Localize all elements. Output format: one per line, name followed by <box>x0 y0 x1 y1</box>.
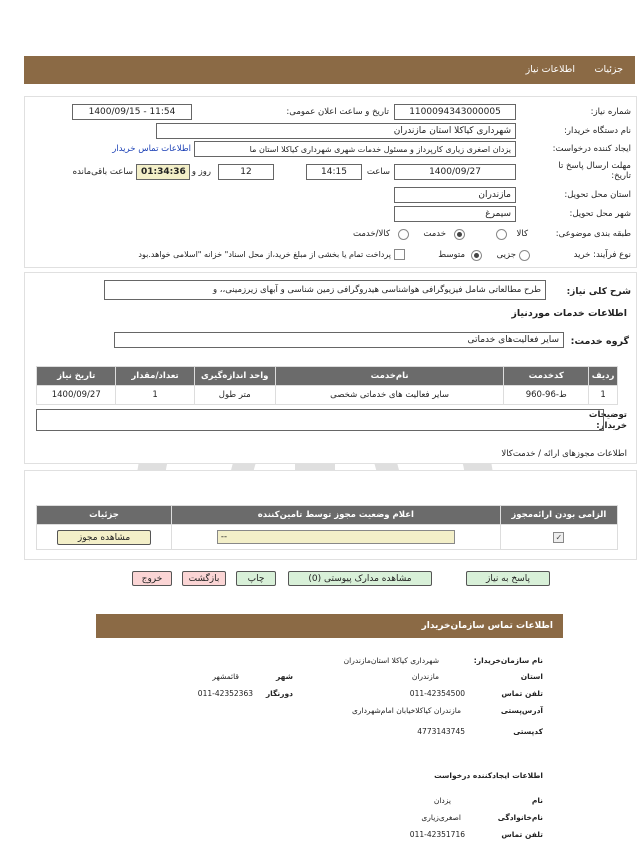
radio-service-label: خدمت <box>423 229 446 239</box>
contact-title: اطلاعات تماس سازمان‌خریدار <box>421 621 553 631</box>
need-info-panel <box>24 96 637 268</box>
col-service-code: کدخدمت <box>504 367 589 386</box>
permit-required-checkbox[interactable]: ✓ <box>553 532 564 543</box>
radio-goods-service[interactable] <box>398 229 409 240</box>
creator-field: یزدان اصغری زیاری کارپرداز و مسئول خدمات شهری شهرداری کیاکلا استان ما <box>194 141 516 157</box>
table-row <box>37 525 618 550</box>
phone-value: 011-42354500 <box>409 689 465 698</box>
cell-unit: متر طول <box>194 386 275 405</box>
summary-label: شرح کلی نیاز: <box>566 287 631 297</box>
province-field: مازندران <box>394 187 516 203</box>
buyer-org-label: نام دستگاه خریدار: <box>564 126 631 136</box>
city-value-contact: قائمشهر <box>212 672 239 681</box>
radio-service[interactable] <box>454 229 465 240</box>
buyer-contact-link[interactable]: اطلاعات تماس خریدار <box>112 144 191 154</box>
tab-details[interactable]: جزئیات <box>594 64 623 75</box>
buyer-notes-label: توضیحات خریدار: <box>588 410 627 431</box>
col-row: ردیف <box>589 367 618 386</box>
permits-table-header <box>37 506 618 525</box>
services-table-header <box>37 367 618 386</box>
postal-value: 4773143745 <box>417 727 465 736</box>
col-need-date: تاریخ نیاز <box>37 367 116 386</box>
buyer-org-field: شهرداری کیاکلا استان مازندران <box>156 123 516 139</box>
back-button[interactable]: بازگشت <box>182 571 226 586</box>
remaining-label: ساعت باقی‌مانده <box>72 167 133 177</box>
col-service-name: نام‌خدمت <box>275 367 504 386</box>
creator-phone-value: 011-42351716 <box>409 830 465 839</box>
name-value: یزدان <box>433 796 451 805</box>
announce-label: تاریخ و ساعت اعلان عمومی: <box>286 107 389 117</box>
reply-button[interactable]: پاسخ به نیاز <box>466 571 550 586</box>
need-number-label: شماره نیاز: <box>590 107 631 117</box>
radio-goods-label: کالا <box>516 229 528 239</box>
cell-need-date: 1400/09/27 <box>37 386 116 405</box>
attachments-button[interactable]: مشاهده مدارک پیوستی (0) <box>288 571 432 586</box>
permits-table <box>36 505 618 550</box>
announce-field: 1400/09/15 - 11:54 <box>72 104 192 120</box>
category-label: طبقه بندی موضوعی: <box>555 229 631 239</box>
postal-label: کد‌پستی <box>513 727 543 736</box>
name-label: نام <box>531 796 543 805</box>
cell-service-name: سایر فعالیت های خدماتی شخصی <box>275 386 504 405</box>
tab-need-info[interactable]: اطلاعات نیاز <box>525 64 575 75</box>
time-label: ساعت <box>366 167 390 177</box>
table-row <box>37 386 618 405</box>
col-unit: واحد اندازه‌گیری <box>194 367 275 386</box>
family-label: نام‌خانوادگی <box>497 813 543 822</box>
phone-label: تلفن تماس <box>501 689 543 698</box>
radio-partial[interactable] <box>519 250 530 261</box>
address-value: مازندران کیاکلاخیابان امام‌شهرداری <box>352 706 461 715</box>
radio-medium[interactable] <box>471 250 482 261</box>
service-group-label: گروه خدمت: <box>570 336 629 347</box>
cell-service-code: ط-96-960 <box>504 386 589 405</box>
services-title: اطلاعات خدمات مورد‌نیاز <box>511 308 627 319</box>
days-label: روز و <box>191 167 211 177</box>
province-label-contact: استان <box>520 672 543 681</box>
province-label: استان محل تحویل: <box>564 190 631 200</box>
service-group-field: سایر فعالیت‌های خدماتی <box>114 332 564 348</box>
col-details: جزئیات <box>37 506 172 525</box>
permits-title: اطلاعات مجوزهای ارائه / خدمت‌کالا <box>501 449 627 459</box>
permit-status-field: -- <box>217 530 455 544</box>
need-number-field: 1100094343000005 <box>394 104 516 120</box>
col-permit-status: اعلام وضعیت مجوز توسط تامین‌کننده <box>172 506 501 525</box>
radio-goods[interactable] <box>496 229 507 240</box>
deadline-label: مهلت ارسال پاسخ تا تاریخ: <box>558 161 631 181</box>
city-field: سیمرغ <box>394 206 516 222</box>
cell-row: 1 <box>589 386 618 405</box>
radio-goods-service-label: کالا/خدمت <box>353 229 390 239</box>
payment-checkbox[interactable] <box>394 249 405 260</box>
radio-medium-label: متوسط <box>438 250 465 260</box>
contact-header <box>96 614 563 638</box>
deadline-time-field: 14:15 <box>306 164 362 180</box>
summary-text: طرح مطالعاتی شامل فیزیوگرافی هواشناسی هیدروگرافی زمین شناسی و آبهای زیرزمینی،، و <box>104 280 546 300</box>
days-field: 12 <box>218 164 274 180</box>
family-value: اصغری‌زیاری <box>421 813 461 822</box>
view-permit-button[interactable]: مشاهده مجوز <box>57 530 151 545</box>
cell-permit-status <box>172 525 501 550</box>
col-permit-required: الزامی بودن ارائه‌مجوز <box>500 506 617 525</box>
payment-note: پرداخت تمام یا بخشی از مبلغ خرید،از محل اسناد" خزانه "اسلامی خواهد.بود <box>138 250 391 259</box>
address-label: آدرس‌پستی <box>500 706 543 715</box>
org-value: شهرداری کیاکلا استان‌مازندران <box>343 656 439 665</box>
org-label: نام سازمان‌خریدار: <box>473 656 543 665</box>
cell-permit-required <box>500 525 617 550</box>
page-header <box>24 56 635 84</box>
col-quantity: تعداد/مقدار <box>116 367 194 386</box>
city-label: شهر محل تحویل: <box>569 209 631 219</box>
cell-quantity: 1 <box>116 386 194 405</box>
city-label-contact: شهر <box>276 672 293 681</box>
cell-details <box>37 525 172 550</box>
creator-label: ایجاد کننده درخواست: <box>552 144 631 154</box>
print-button[interactable]: چاپ <box>236 571 276 586</box>
province-value-contact: مازندران <box>411 672 439 681</box>
creator-phone-label: تلفن تماس <box>501 830 543 839</box>
radio-partial-label: جزیی <box>496 250 516 260</box>
exit-button[interactable]: خروج <box>132 571 172 586</box>
remaining-time-field: 01:34:36 <box>136 164 190 180</box>
deadline-date-field: 1400/09/27 <box>394 164 516 180</box>
fax-value: 011-42352363 <box>197 689 253 698</box>
process-label: نوع فرآیند: خرید <box>573 250 631 260</box>
services-table <box>36 366 618 405</box>
creator-info-title: اطلاعات ایجادکننده درخواست <box>434 771 543 780</box>
buyer-notes-field <box>36 409 604 431</box>
fax-label: دورنگار <box>265 689 293 698</box>
